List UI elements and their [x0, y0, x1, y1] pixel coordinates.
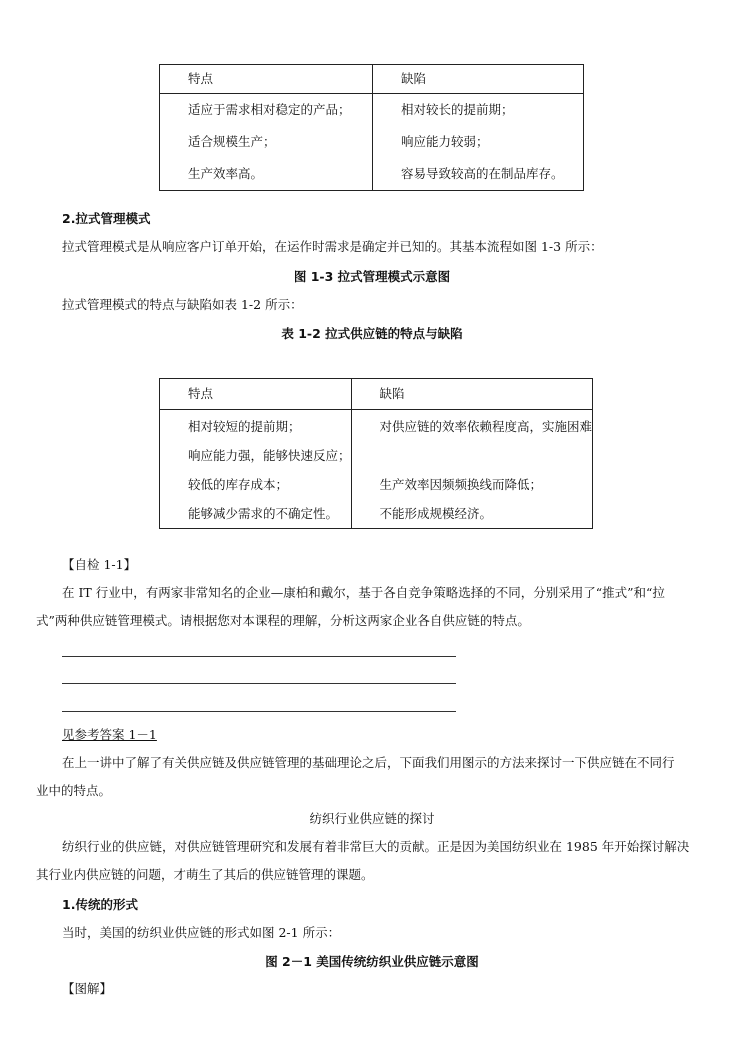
table-cell — [380, 441, 593, 470]
paragraph: 式”两种供应链管理模式。请根据您对本课程的理解，分析这两家企业各自供应链的特点。 — [36, 613, 530, 628]
table-cell: 不能形成规模经济。 — [379, 506, 493, 521]
paragraph: 当时，美国的纺织业供应链的形式如图 2-1 所示： — [62, 925, 341, 940]
table-cell: 生产效率高。 — [188, 166, 264, 181]
subsection-title: 纺织行业供应链的探讨 — [309, 811, 435, 826]
pull-mode-table — [159, 378, 593, 529]
diagram-note: 【图解】 — [62, 981, 113, 996]
table-header-row — [160, 65, 584, 94]
section-heading: 2.拉式管理模式 — [62, 211, 151, 226]
selfcheck-title: 【自检 1-1】 — [62, 557, 137, 572]
paragraph: 在上一讲中了解了有关供应链及供应链管理的基础理论之后，下面我们用图示的方法来探讨一下供应链在不同行 — [62, 755, 675, 770]
paragraph: 纺织行业的供应链，对供应链管理研究和发展有着非常巨大的贡献。正是因为美国纺织业在 1985 年开始探讨解决 — [62, 839, 690, 854]
paragraph: 在 IT 行业中，有两家非常知名的企业—康柏和戴尔，基于各自竞争策略选择的不同，分别采用了“推式”和“拉 — [62, 585, 665, 600]
answer-blank-line[interactable] — [62, 711, 456, 712]
section-heading: 1.传统的形式 — [62, 897, 138, 912]
paragraph: 业中的特点。 — [36, 783, 112, 798]
table-cell: 能够减少需求的不确定性。 — [188, 506, 339, 521]
table-cell: 响应能力强，能够快速反应； — [188, 448, 351, 463]
paragraph: 其行业内供应链的问题，才萌生了其后的供应链管理的课题。 — [36, 867, 374, 882]
figure-caption: 图 1-3 拉式管理模式示意图 — [293, 269, 451, 284]
table-cell: 响应能力较弱； — [401, 134, 489, 149]
table-caption: 表 1-2 拉式供应链的特点与缺陷 — [281, 326, 463, 341]
figure-caption: 图 2－1 美国传统纺织业供应链示意图 — [265, 954, 479, 969]
table-cell: 较低的库存成本； — [188, 477, 289, 492]
table-cell: 容易导致较高的在制品库存。 — [401, 166, 564, 181]
table-header-cell: 特点 — [188, 386, 214, 401]
table-row — [160, 410, 593, 529]
table-cell: 生产效率因频频换线而降低； — [379, 477, 543, 492]
table-header-row — [160, 379, 593, 410]
table-cell: 适合规模生产； — [188, 134, 276, 149]
table-cell: 对供应链的效率依赖程度高，实施困难 — [379, 419, 593, 434]
paragraph: 拉式管理模式是从响应客户订单开始，在运作时需求是确定并已知的。其基本流程如图 1-3 所示： — [62, 239, 603, 254]
table-header-cell: 缺陷 — [379, 386, 405, 401]
answer-blank-line[interactable] — [62, 656, 456, 657]
table-cell: 适应于需求相对稳定的产品； — [188, 102, 351, 117]
table-header-cell: 缺陷 — [401, 71, 427, 86]
answer-blank-line[interactable] — [62, 683, 456, 684]
answer-link[interactable]: 见参考答案 1－1 — [62, 727, 157, 742]
table-cell: 相对较长的提前期； — [401, 102, 514, 117]
paragraph: 拉式管理模式的特点与缺陷如表 1-2 所示： — [62, 297, 303, 312]
push-mode-table — [159, 64, 584, 191]
table-header-cell: 特点 — [188, 71, 214, 86]
table-row — [160, 94, 584, 191]
table-cell: 相对较短的提前期； — [188, 419, 301, 434]
